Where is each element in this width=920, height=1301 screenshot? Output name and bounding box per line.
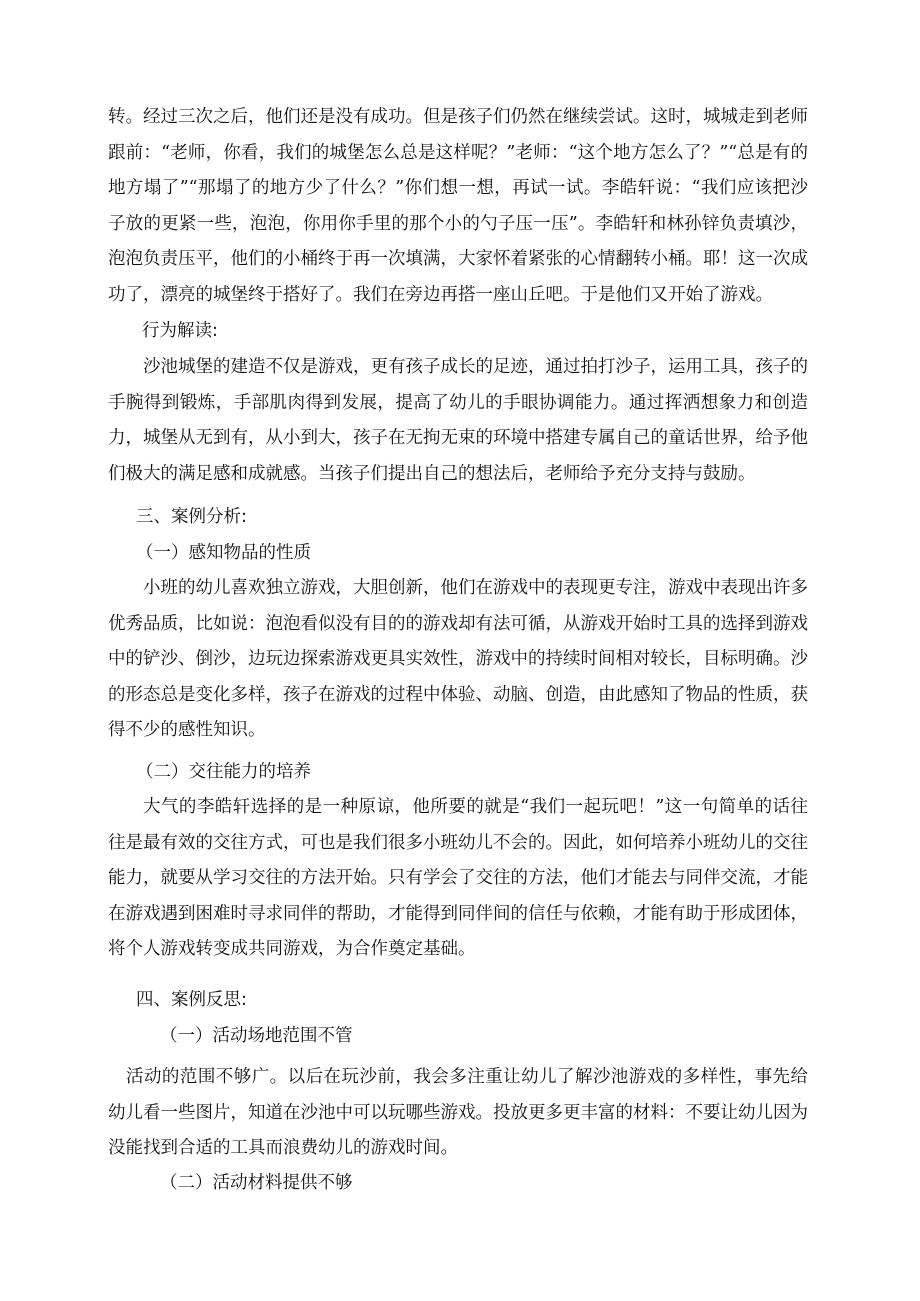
story-paragraph: 转。经过三次之后，他们还是没有成功。但是孩子们仍然在继续尝试。这时，城城走到老师跟前：“老师，你看，我们的城堡怎么总是这样呢？”老师：“这个地方怎么了？”“总是有的地方塌了”“那塌了的地方少了什么？”你们想一想，再试一试。李皓轩说：“我们应该把沙子放的更紧一些，泡泡，你用你手里的那个小的勺子压一压”。李皓轩和林孙锌负责填沙，泡泡负责压平，他们的小桶终于再一次填满，大家怀着紧张的心情翻转小桶。耶！这一次成功了，漂亮的城堡终于搭好了。我们在旁边再搭一座山丘吧。于是他们又开始了游戏。 xyxy=(108,107,808,305)
analysis-paragraph-2: 大气的李皓轩选择的是一种原谅，他所要的就是“我们一起玩吧！”这一句简单的话往往是最有效的交往方式，可也是我们很多小班幼儿不会的。因此，如何培养小班幼儿的交往能力，就要从学习交往的方法开始。只有学会了交往的方法，他们才能去与同伴交流，才能在游戏遇到困难时寻求同伴的帮助，才能得到同伴间的信任与依赖，才能有助于形成团体，将个人游戏转变成共同游戏，为合作奠定基础。 xyxy=(108,797,808,960)
reflection-subheading-1: （一）活动场地范围不管 xyxy=(160,1026,353,1046)
analysis-heading: 三、案例分析: xyxy=(136,507,247,527)
analysis-subheading-1: （一）感知物品的性质 xyxy=(136,543,311,563)
reflection-paragraph-1: 活动的范围不够广。以后在玩沙前，我会多注重让幼儿了解沙池游戏的多样性，事先给幼儿看一些图片，知道在沙池中可以玩哪些游戏。投放更多更丰富的材料：不要让幼儿因为没能找到合适的工具而浪费幼儿的游戏时间。 xyxy=(108,1067,808,1159)
analysis-subheading-2: （二）交往能力的培养 xyxy=(136,762,311,782)
behavior-paragraph: 沙池城堡的建造不仅是游戏，更有孩子成长的足迹，通过拍打沙子，运用工具，孩子的手腕得到锻炼，手部肌肉得到发展，提高了幼儿的手眼协调能力。通过挥洒想象力和创造力，城堡从无到有，从小到大，孩子在无拘无束的环境中搭建专属自己的童话世界，给予他们极大的满足感和成就感。当孩子们提出自己的想法后，老师给予充分支持与鼓励。 xyxy=(108,357,808,484)
reflection-heading: 四、案例反思: xyxy=(136,990,247,1010)
analysis-paragraph-1: 小班的幼儿喜欢独立游戏，大胆创新，他们在游戏中的表现更专注，游戏中表现出许多优秀品质，比如说：泡泡看似没有目的的游戏却有法可循，从游戏开始时工具的选择到游戏中的铲沙、倒沙，边玩边探索游戏更具实效性，游戏中的持续时间相对较长，目标明确。沙的形态总是变化多样，孩子在游戏的过程中体验、动脑、创造，由此感知了物品的性质，获得不少的感性知识。 xyxy=(108,578,808,741)
reflection-subheading-2: （二）活动材料提供不够 xyxy=(160,1173,353,1193)
behavior-heading: 行为解读: xyxy=(142,321,218,341)
